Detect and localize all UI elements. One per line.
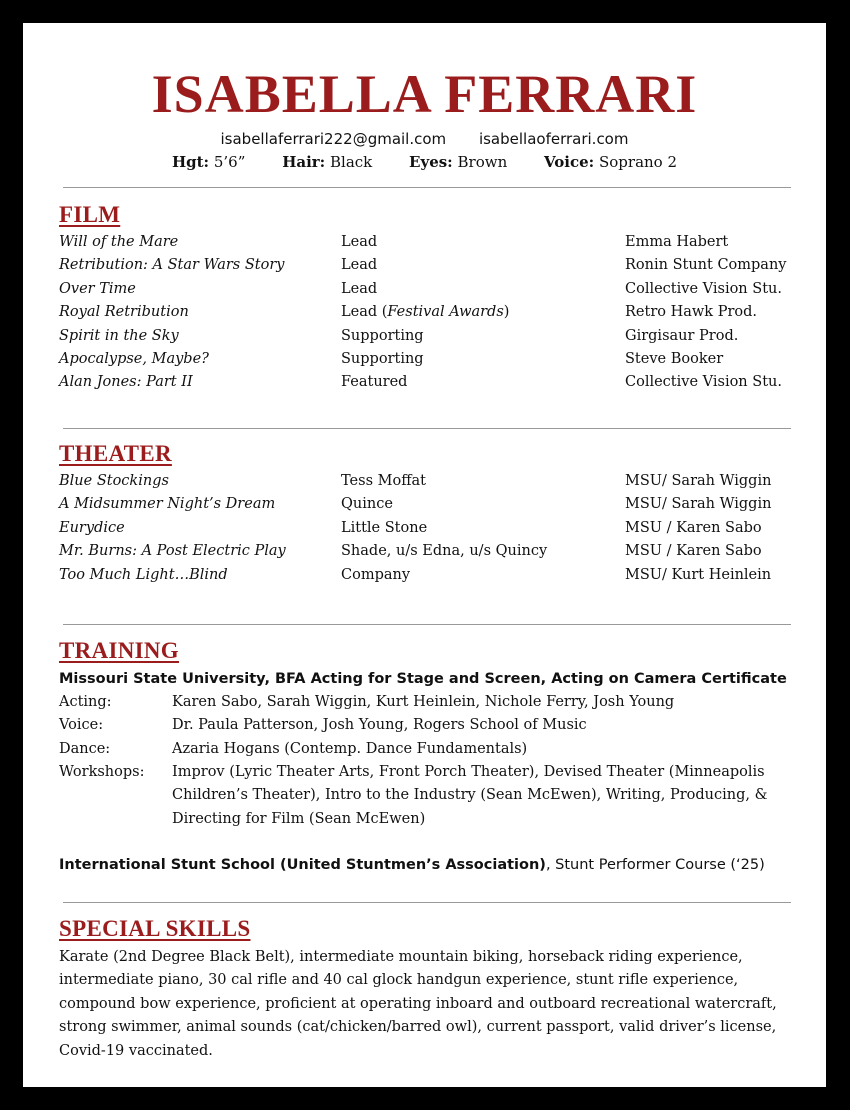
credit-org: Girgisaur Prod. <box>625 327 739 344</box>
credit-row <box>59 348 799 371</box>
theater-heading: THEATER <box>59 441 172 466</box>
credit-org: MSU/ Kurt Heinlein <box>625 566 772 583</box>
credit-title: Eurydice <box>59 519 125 536</box>
credit-role: Quince <box>341 496 393 513</box>
credit-row <box>59 301 799 324</box>
credit-org: Steve Booker <box>625 350 724 367</box>
credit-title: Retribution: A Star Wars Story <box>59 257 285 274</box>
credit-title: Alan Jones: Part II <box>59 374 193 391</box>
stat-hair <box>282 153 372 171</box>
stat-value: Soprano 2 <box>599 153 678 171</box>
training-value: Karen Sabo, Sarah Wiggin, Kurt Heinlein, Nichole Ferry, Josh Young <box>172 694 675 710</box>
credit-role: Supporting <box>341 327 424 344</box>
credit-role: Featured <box>341 374 408 391</box>
stat-label: Hair: <box>282 153 326 171</box>
credit-title: Royal Retribution <box>59 304 189 321</box>
credit-title: Blue Stockings <box>59 473 169 489</box>
stat-value: 5’6” <box>213 153 246 171</box>
credit-row <box>59 231 799 254</box>
credit-title: A Midsummer Night’s Dream <box>59 496 276 513</box>
training-value: Azaria Hogans (Contemp. Dance Fundamentals) <box>172 741 528 757</box>
stat-label: Eyes: <box>409 153 453 171</box>
credit-title: Will of the Mare <box>59 234 179 250</box>
stunt-school-line <box>59 854 765 877</box>
film-credits <box>59 231 799 395</box>
stat-height <box>172 153 245 171</box>
film-heading: FILM <box>59 202 121 227</box>
credit-org: Collective Vision Stu. <box>625 280 782 297</box>
credit-role: Lead <box>341 234 378 250</box>
credit-role <box>341 301 509 324</box>
credit-role: Tess Moffat <box>341 473 426 489</box>
credit-role: Lead <box>341 257 378 274</box>
stat-label: Voice: <box>544 153 595 171</box>
credit-org: MSU/ Sarah Wiggin <box>625 473 772 489</box>
training-label: Dance: <box>59 741 111 757</box>
stat-value: Black <box>330 153 373 171</box>
credit-title: Apocalypse, Maybe? <box>59 350 209 367</box>
credit-role: Lead <box>341 280 378 297</box>
credit-row <box>59 371 799 394</box>
credit-org: MSU / Karen Sabo <box>625 543 762 560</box>
credit-org: MSU/ Sarah Wiggin <box>625 496 772 513</box>
divider <box>63 428 791 429</box>
skills-text: Karate (2nd Degree Black Belt), intermediate mountain biking, horseback riding experience, intermediate piano, 30 cal rifle and 40 cal glock handgun experience, stunt rifle experience, compound bow experience, proficient at operating inboard and outboard recreational watercraft, strong swimmer, animal sounds (cat/chicken/barred owl), current passport, valid driver’s license, Covid-19 vaccinated. <box>59 949 777 1059</box>
stat-value: Brown <box>457 153 508 171</box>
training-value: Dr. Paula Patterson, Josh Young, Rogers School of Music <box>172 717 587 733</box>
training-label: Workshops: <box>59 764 145 780</box>
role-text: ) <box>503 304 510 321</box>
credit-row <box>59 493 799 516</box>
credit-role: Supporting <box>341 350 424 367</box>
role-text: Lead ( <box>341 304 388 321</box>
credit-org: Emma Habert <box>625 234 729 250</box>
stat-label: Hgt: <box>171 153 210 171</box>
physical-stats <box>23 153 826 171</box>
email-link[interactable]: isabellaferrari222@gmail.com <box>220 130 447 148</box>
credit-org: Collective Vision Stu. <box>625 374 782 391</box>
training-label: Voice: <box>59 717 104 733</box>
credit-org: Ronin Stunt Company <box>625 257 787 274</box>
credit-title: Too Much Light…Blind <box>59 566 228 583</box>
stunt-course: , Stunt Performer Course (‘25) <box>545 857 765 873</box>
stat-eyes <box>409 153 507 171</box>
training-heading: TRAINING <box>59 638 179 663</box>
credit-title: Over Time <box>59 280 136 297</box>
training-value: Improv (Lyric Theater Arts, Front Porch Theater), Devised Theater (Minneapolis Children’s Theater), Intro to the Industry (Sean McEwen), Writing, Producing, & Directing for Film (Sean McEwen) <box>172 764 768 827</box>
website-link[interactable]: isabellaoferrari.com <box>478 130 629 148</box>
divider <box>63 624 791 625</box>
credit-row <box>59 564 799 587</box>
credit-title: Mr. Burns: A Post Electric Play <box>59 543 286 560</box>
credit-row <box>59 254 799 277</box>
role-award: Festival Awards <box>387 304 504 321</box>
credit-row <box>59 470 799 493</box>
divider <box>63 187 791 188</box>
credit-row <box>59 517 799 540</box>
credit-title: Spirit in the Sky <box>59 327 179 344</box>
credit-row <box>59 540 799 563</box>
credit-org: Retro Hawk Prod. <box>625 304 758 321</box>
stunt-school-name: International Stunt School (United Stuntmen’s Association) <box>59 857 546 873</box>
credit-row <box>59 278 799 301</box>
theater-credits <box>59 470 799 587</box>
contact-line <box>23 130 826 148</box>
credit-role: Company <box>341 566 411 583</box>
skills-heading: SPECIAL SKILLS <box>59 916 251 941</box>
actor-name: ISABELLA FERRARI <box>151 64 698 124</box>
credit-org: MSU / Karen Sabo <box>625 519 762 536</box>
resume-page <box>23 23 826 1087</box>
training-label: Acting: <box>59 694 112 710</box>
stat-voice <box>544 153 677 171</box>
training-school: Missouri State University, BFA Acting for Stage and Screen, Acting on Camera Certificate <box>59 671 787 687</box>
credit-row <box>59 325 799 348</box>
divider <box>63 902 791 903</box>
credit-role: Little Stone <box>341 519 428 536</box>
credit-role: Shade, u/s Edna, u/s Quincy <box>341 543 548 560</box>
